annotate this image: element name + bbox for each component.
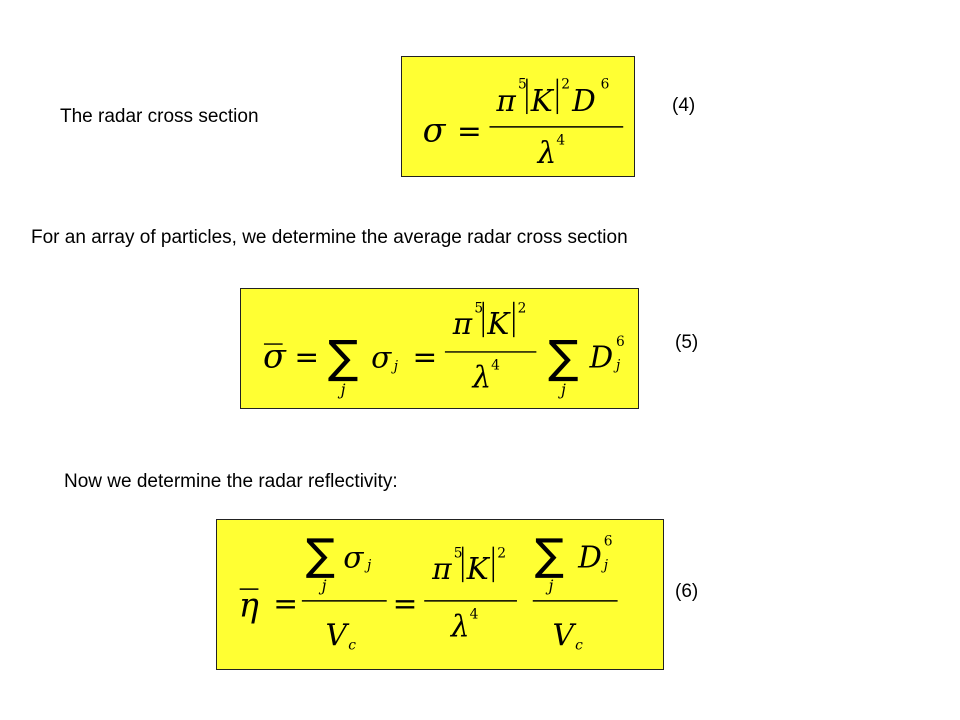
lambda-exponent: 4 xyxy=(469,606,479,623)
D-j: D xyxy=(589,340,614,375)
lambda: λ xyxy=(450,609,470,644)
sum-2: ∑ xyxy=(548,330,579,384)
sum-2-index: j xyxy=(560,380,566,400)
K: K xyxy=(530,84,553,119)
sum-2-index: j xyxy=(548,576,554,596)
equation-4 xyxy=(402,57,634,176)
K: K xyxy=(487,307,510,342)
lambda-exponent: 4 xyxy=(491,357,500,374)
eta-bar: η xyxy=(238,585,259,625)
equation-5-number: (5) xyxy=(675,332,699,353)
pi: π xyxy=(432,552,452,587)
equals-2: = xyxy=(412,340,438,375)
sum-1: ∑ xyxy=(327,330,359,384)
sigma: σ xyxy=(422,110,446,150)
V-c-1-subscript: c xyxy=(348,637,356,654)
K-exponent: 2 xyxy=(517,300,527,317)
K: K xyxy=(466,552,489,587)
D-exponent: 6 xyxy=(600,76,610,93)
D-subscript: j xyxy=(616,357,621,374)
radar-reflectivity-text: Now we determine the radar reflectivity: xyxy=(64,471,398,492)
pi: π xyxy=(496,84,516,119)
equation-6-box xyxy=(216,519,664,670)
K-exponent: 2 xyxy=(561,76,571,93)
pi-exponent: 5 xyxy=(474,300,484,317)
pi-exponent: 5 xyxy=(518,76,527,93)
equals-2: = xyxy=(392,586,418,621)
radar-cross-section-text: The radar cross section xyxy=(60,106,259,127)
V-c-2-subscript: c xyxy=(575,637,583,654)
D-exponent: 6 xyxy=(616,334,625,351)
equation-6 xyxy=(217,520,663,669)
sigma-j-subscript: j xyxy=(393,358,399,375)
K-exponent: 2 xyxy=(497,545,507,562)
equals: = xyxy=(457,114,482,149)
V-c-1: V xyxy=(325,618,347,653)
sigma-j-subscript: j xyxy=(366,557,372,574)
sigma-j: σ xyxy=(343,540,364,575)
equation-5-box xyxy=(240,288,639,409)
V-c-2: V xyxy=(552,618,574,653)
lambda-exponent: 4 xyxy=(556,132,566,149)
equals-1: = xyxy=(294,340,320,375)
lambda: λ xyxy=(537,136,557,171)
sum-1: ∑ xyxy=(305,530,336,581)
sum-1-index: j xyxy=(321,576,327,596)
equals-1: = xyxy=(273,586,299,621)
lambda: λ xyxy=(472,360,492,395)
D: D xyxy=(572,84,596,119)
equation-6-number: (6) xyxy=(675,581,699,602)
array-particles-text: For an array of particles, we determine the average radar cross section xyxy=(31,227,628,248)
D-j: D xyxy=(578,540,602,575)
equation-4-box xyxy=(401,56,635,177)
equation-5 xyxy=(241,289,638,408)
sigma-bar: σ xyxy=(262,336,286,376)
equation-4-number: (4) xyxy=(672,95,696,116)
sigma-j: σ xyxy=(371,340,392,375)
D-subscript: j xyxy=(603,557,609,574)
pi-exponent: 5 xyxy=(453,545,463,562)
sum-1-index: j xyxy=(340,380,346,400)
sum-2: ∑ xyxy=(534,530,564,581)
D-exponent: 6 xyxy=(603,533,613,550)
pi: π xyxy=(452,307,473,342)
